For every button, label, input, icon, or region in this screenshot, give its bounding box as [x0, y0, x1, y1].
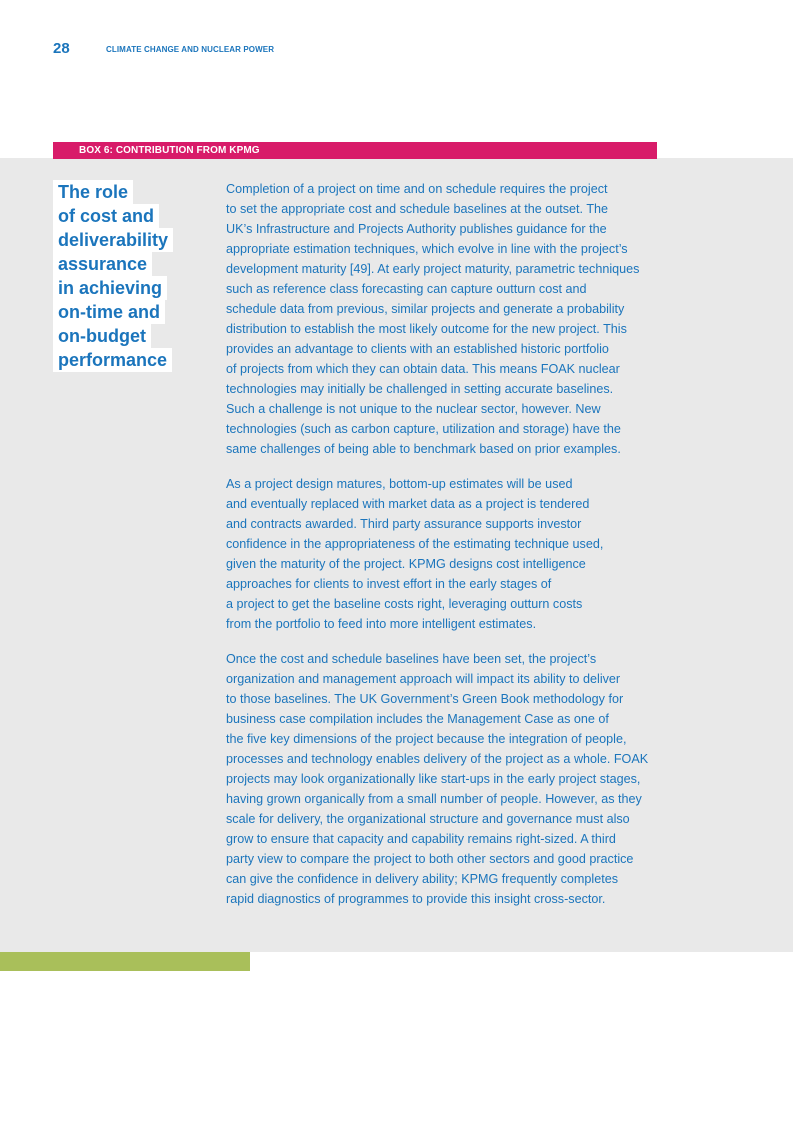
body-text-line: to set the appropriate cost and schedule baselines at the outset. The [226, 202, 609, 216]
box-label-bar [53, 142, 657, 159]
body-text-line: appropriate estimation techniques, which evolve in line with the project’s [226, 242, 628, 256]
body-text-line: can give the confidence in delivery ability; KPMG frequently completes [226, 872, 619, 886]
body-text-line: Completion of a project on time and on schedule requires the project [226, 182, 608, 196]
body-text-line: same challenges of being able to benchmark based on prior examples. [226, 442, 621, 456]
box-title-line: assurance [53, 252, 152, 276]
body-text-line: and eventually replaced with market data as a project is tendered [226, 497, 590, 511]
body-paragraph [226, 649, 686, 909]
body-text-line: projects may look organizationally like start-ups in the early project stages, [226, 772, 641, 786]
box-label: BOX 6: CONTRIBUTION FROM KPMG [79, 145, 260, 156]
body-text-line: development maturity [49]. At early project maturity, parametric techniques [226, 262, 640, 276]
box-title-line: performance [53, 348, 172, 372]
body-text-line: processes and technology enables delivery of the project as a whole. FOAK [226, 752, 649, 766]
body-text-line: technologies may initially be challenged in setting accurate baselines. [226, 382, 614, 396]
box-body-text [226, 179, 686, 924]
body-text-line: given the maturity of the project. KPMG designs cost intelligence [226, 557, 586, 571]
body-text-line: approaches for clients to invest effort in the early stages of [226, 577, 552, 591]
body-text-line: schedule data from previous, similar projects and generate a probability [226, 302, 625, 316]
body-text-line: scale for delivery, the organizational structure and governance must also [226, 812, 630, 826]
body-text-line: and contracts awarded. Third party assurance supports investor [226, 517, 582, 531]
body-text-line: technologies (such as carbon capture, utilization and storage) have the [226, 422, 621, 436]
box-title [53, 180, 193, 372]
accent-bar [0, 952, 250, 971]
box-title-line: on-budget [53, 324, 151, 348]
box-title-line: The role [53, 180, 133, 204]
body-text-line: from the portfolio to feed into more intelligent estimates. [226, 617, 537, 631]
body-text-line: such as reference class forecasting can capture outturn cost and [226, 282, 587, 296]
body-text-line: provides an advantage to clients with an established historic portfolio [226, 342, 609, 356]
body-paragraph [226, 179, 686, 459]
body-text-line: UK’s Infrastructure and Projects Authority publishes guidance for the [226, 222, 607, 236]
box-title-line: of cost and [53, 204, 159, 228]
body-text-line: As a project design matures, bottom-up estimates will be used [226, 477, 573, 491]
body-text-line: party view to compare the project to both other sectors and good practice [226, 852, 634, 866]
box-title-line: in achieving [53, 276, 167, 300]
body-paragraph [226, 474, 686, 634]
page-number: 28 [53, 40, 70, 57]
body-text-line: of projects from which they can obtain data. This means FOAK nuclear [226, 362, 620, 376]
body-text-line: Such a challenge is not unique to the nuclear sector, however. New [226, 402, 601, 416]
box-title-line: deliverability [53, 228, 173, 252]
box-title-line: on-time and [53, 300, 165, 324]
body-text-line: distribution to establish the most likely outcome for the new project. This [226, 322, 627, 336]
body-text-line: organization and management approach will impact its ability to deliver [226, 672, 621, 686]
body-text-line: rapid diagnostics of programmes to provide this insight cross-sector. [226, 892, 606, 906]
body-text-line: to those baselines. The UK Government’s Green Book methodology for [226, 692, 624, 706]
body-text-line: business case compilation includes the Management Case as one of [226, 712, 609, 726]
body-text-line: grow to ensure that capacity and capability remains right-sized. A third [226, 832, 616, 846]
body-text-line: a project to get the baseline costs right, leveraging outturn costs [226, 597, 583, 611]
running-head: CLIMATE CHANGE AND NUCLEAR POWER [106, 45, 275, 54]
body-text-line: Once the cost and schedule baselines have been set, the project’s [226, 652, 597, 666]
body-text-line: confidence in the appropriateness of the estimating technique used, [226, 537, 604, 551]
body-text-line: the five key dimensions of the project because the integration of people, [226, 732, 627, 746]
body-text-line: having grown organically from a small number of people. However, as they [226, 792, 642, 806]
